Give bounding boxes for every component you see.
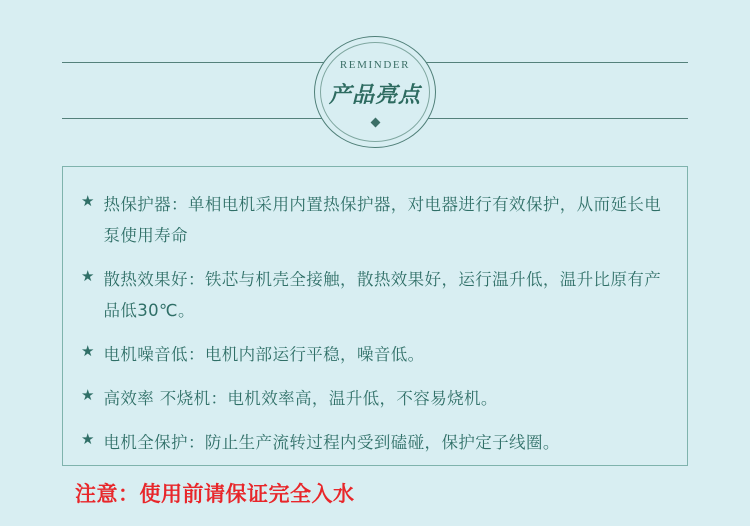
feature-list xyxy=(63,167,687,458)
star-icon: ★ xyxy=(81,431,95,448)
feature-text: 散热效果好：铁芯与机壳全接触，散热效果好，运行温升低，温升比原有产品低30℃。 xyxy=(103,270,662,320)
list-item xyxy=(81,427,669,458)
diamond-icon xyxy=(370,117,380,127)
badge-chinese-title: 产品亮点 xyxy=(328,81,421,108)
header-section xyxy=(0,0,750,150)
list-item xyxy=(81,264,669,326)
star-icon: ★ xyxy=(81,343,95,360)
feature-text: 热保护器：单相电机采用内置热保护器，对电器进行有效保护，从而延长电泵使用寿命 xyxy=(103,195,662,245)
badge-english-label: REMINDER xyxy=(339,58,411,71)
section-badge xyxy=(314,36,436,148)
notice-text: 注意：使用前请保证完全入水 xyxy=(75,482,355,506)
star-icon: ★ xyxy=(81,193,95,210)
list-item xyxy=(81,383,669,414)
list-item xyxy=(81,189,669,251)
star-icon: ★ xyxy=(81,387,95,404)
feature-box xyxy=(62,166,688,466)
feature-text: 电机噪音低：电机内部运行平稳，噪音低。 xyxy=(103,345,425,364)
star-icon: ★ xyxy=(81,268,95,285)
feature-text: 电机全保护：防止生产流转过程内受到磕碰，保护定子线圈。 xyxy=(103,433,560,452)
feature-text: 高效率 不烧机：电机效率高，温升低，不容易烧机。 xyxy=(103,389,498,408)
list-item xyxy=(81,339,669,370)
